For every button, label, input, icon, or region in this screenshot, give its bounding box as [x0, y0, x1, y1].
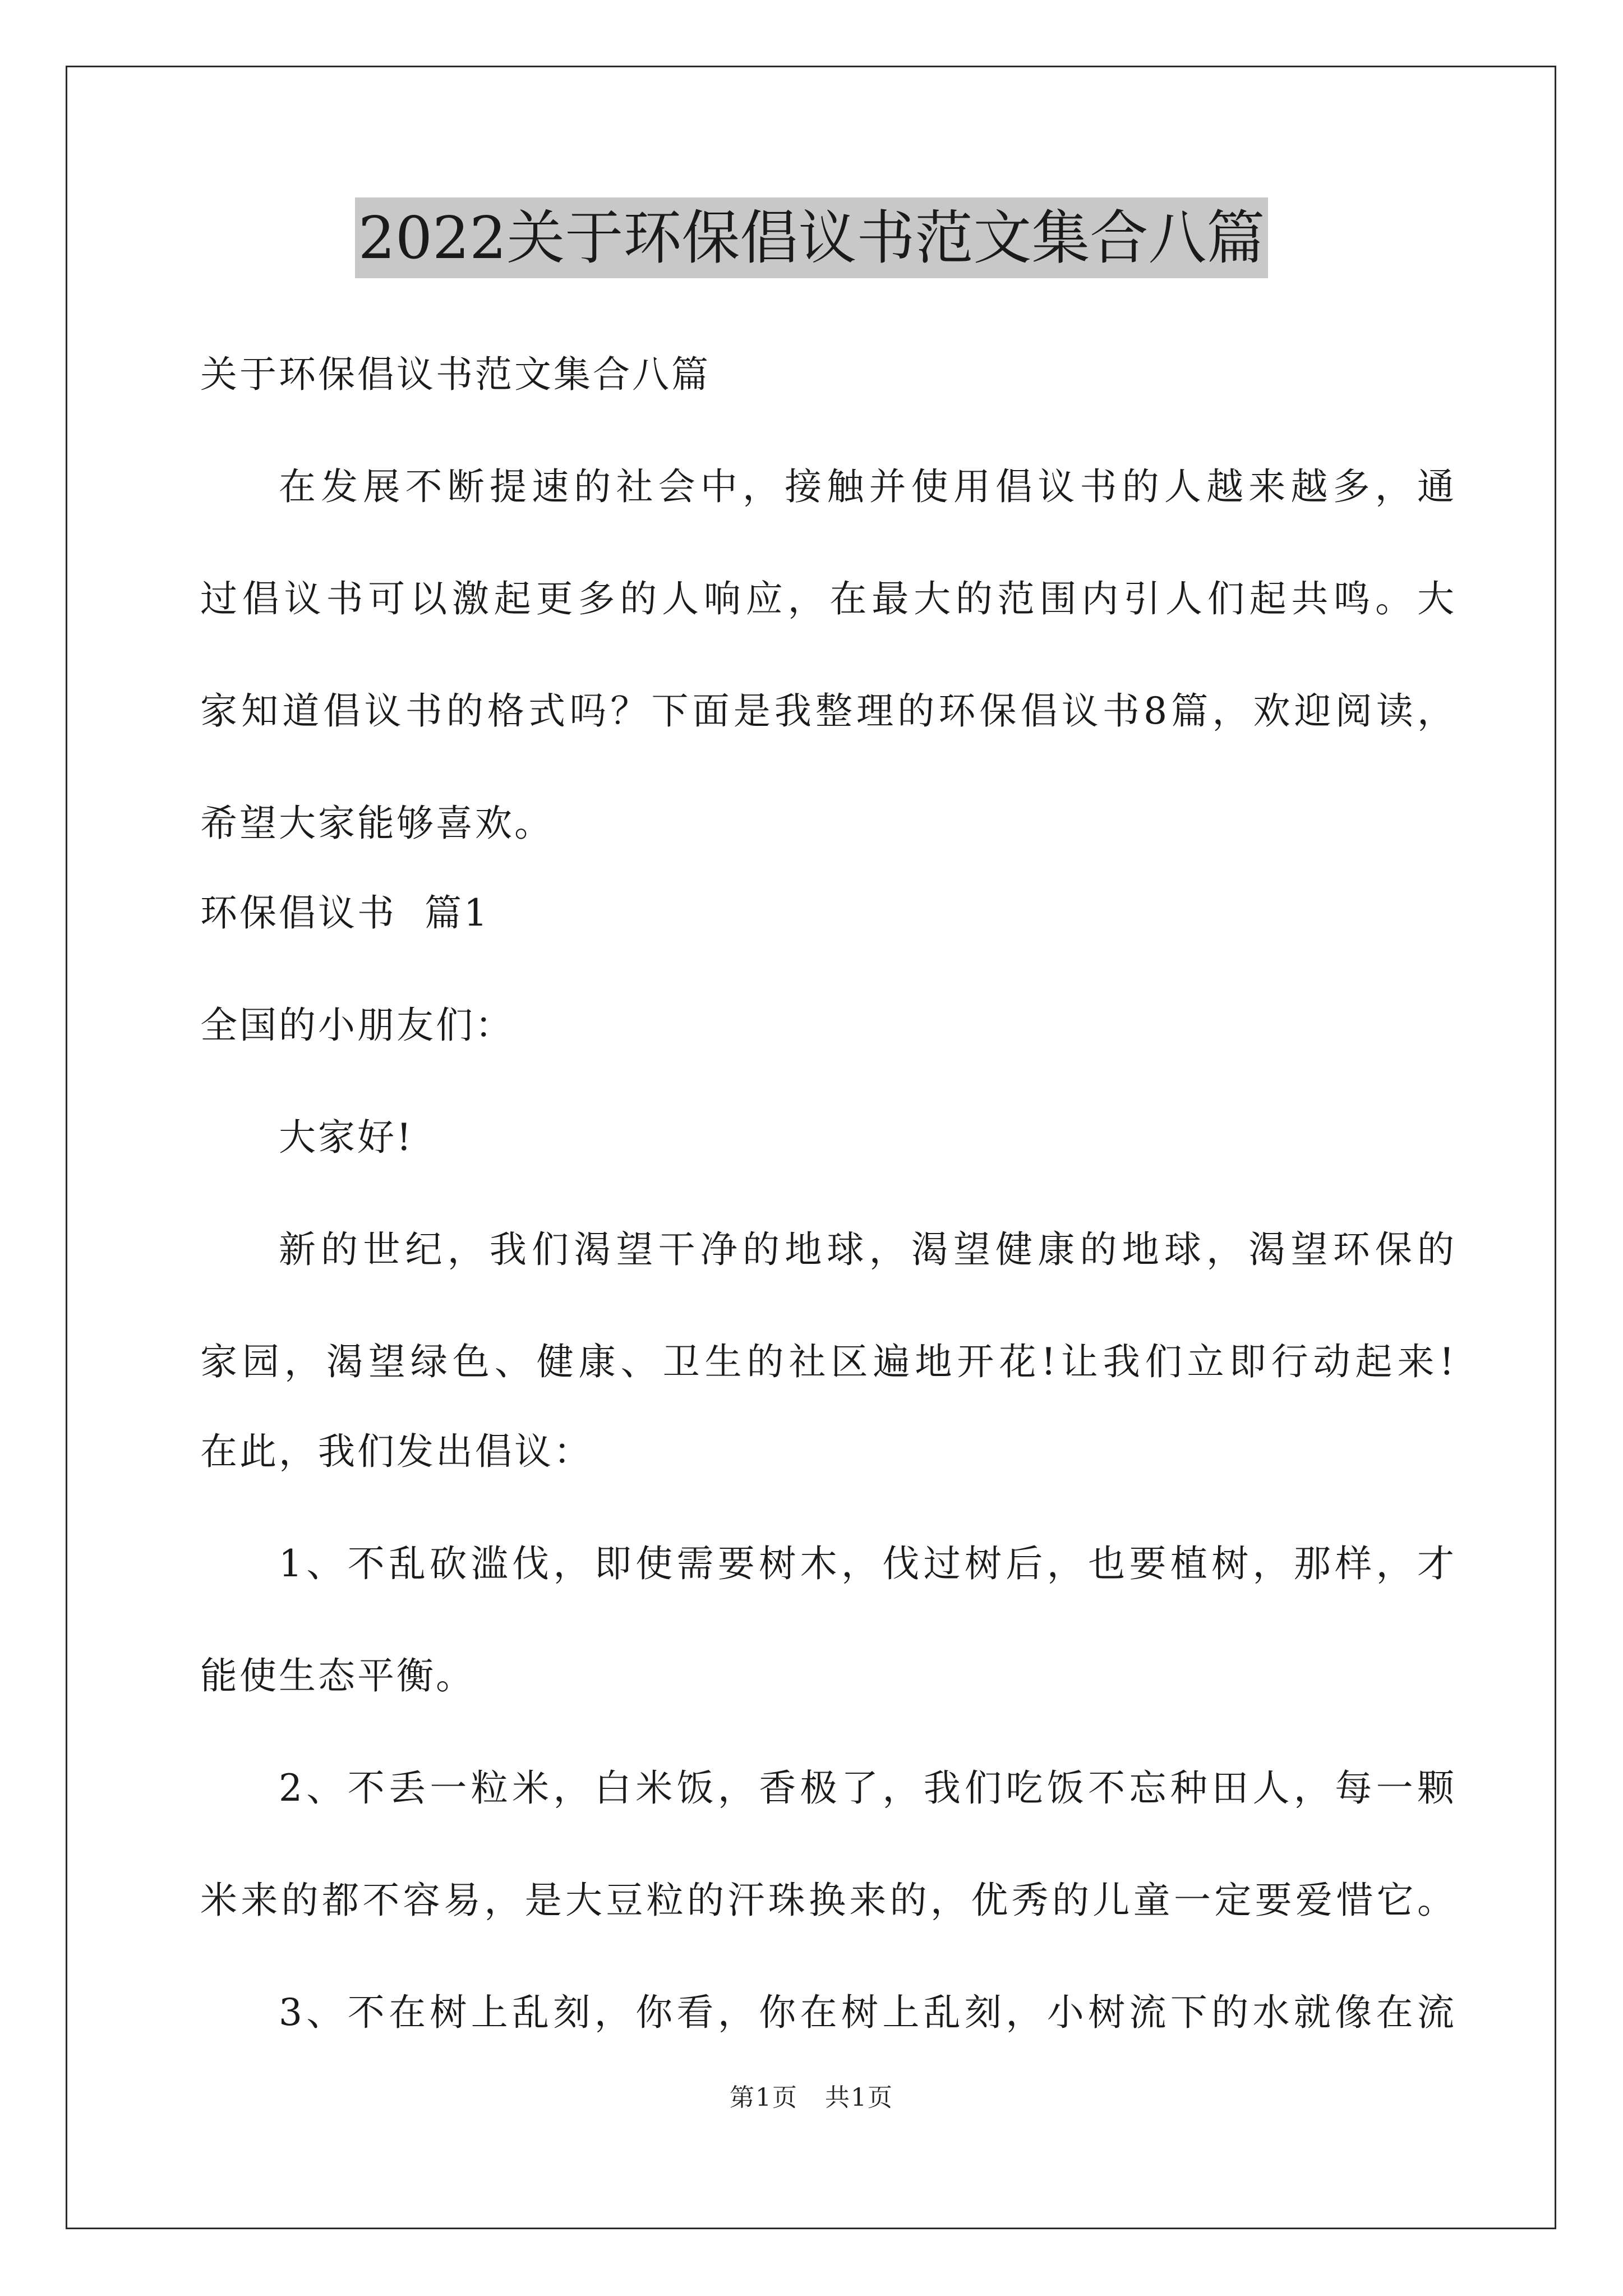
intro-line-1: 在发展不断提速的社会中，接触并使用倡议书的人越来越多，通	[279, 465, 1456, 508]
document-title: 2022关于环保倡议书范文集合八篇	[355, 197, 1269, 278]
body-line-8: 3、不在树上乱刻，你看，你在树上乱刻，小树流下的水就像在流	[279, 1991, 1456, 2034]
intro-line-4: 希望大家能够喜欢。	[200, 802, 554, 845]
greeting: 大家好!	[279, 1116, 414, 1159]
section-heading: 环保倡议书 篇1	[200, 891, 490, 935]
body-line-2: 家园，渴望绿色、健康、卫生的社区遍地开花!让我们立即行动起来!	[200, 1340, 1456, 1383]
title-container	[0, 197, 1623, 278]
salutation: 全国的小朋友们：	[200, 1004, 514, 1047]
body-line-1: 新的世纪，我们渴望干净的地球，渴望健康的地球，渴望环保的	[279, 1228, 1456, 1271]
intro-line-2: 过倡议书可以激起更多的人响应，在最大的范围内引人们起共鸣。大	[200, 577, 1456, 620]
page-footer: 第1页 共1页	[730, 2083, 893, 2112]
body-line-3: 在此，我们发出倡议：	[200, 1430, 593, 1473]
body-line-7: 米来的都不容易，是大豆粒的汗珠换来的，优秀的儿童一定要爱惜它。	[200, 1879, 1456, 1922]
body-line-6: 2、不丢一粒米，白米饭，香极了，我们吃饭不忘种田人，每一颗	[279, 1766, 1456, 1810]
body-line-4: 1、不乱砍滥伐，即使需要树木，伐过树后，也要植树，那样，才	[279, 1542, 1456, 1585]
intro-line-3: 家知道倡议书的格式吗？下面是我整理的环保倡议书8篇，欢迎阅读，	[200, 689, 1456, 733]
document-subtitle: 关于环保倡议书范文集合八篇	[200, 353, 711, 396]
body-line-5: 能使生态平衡。	[200, 1654, 475, 1697]
